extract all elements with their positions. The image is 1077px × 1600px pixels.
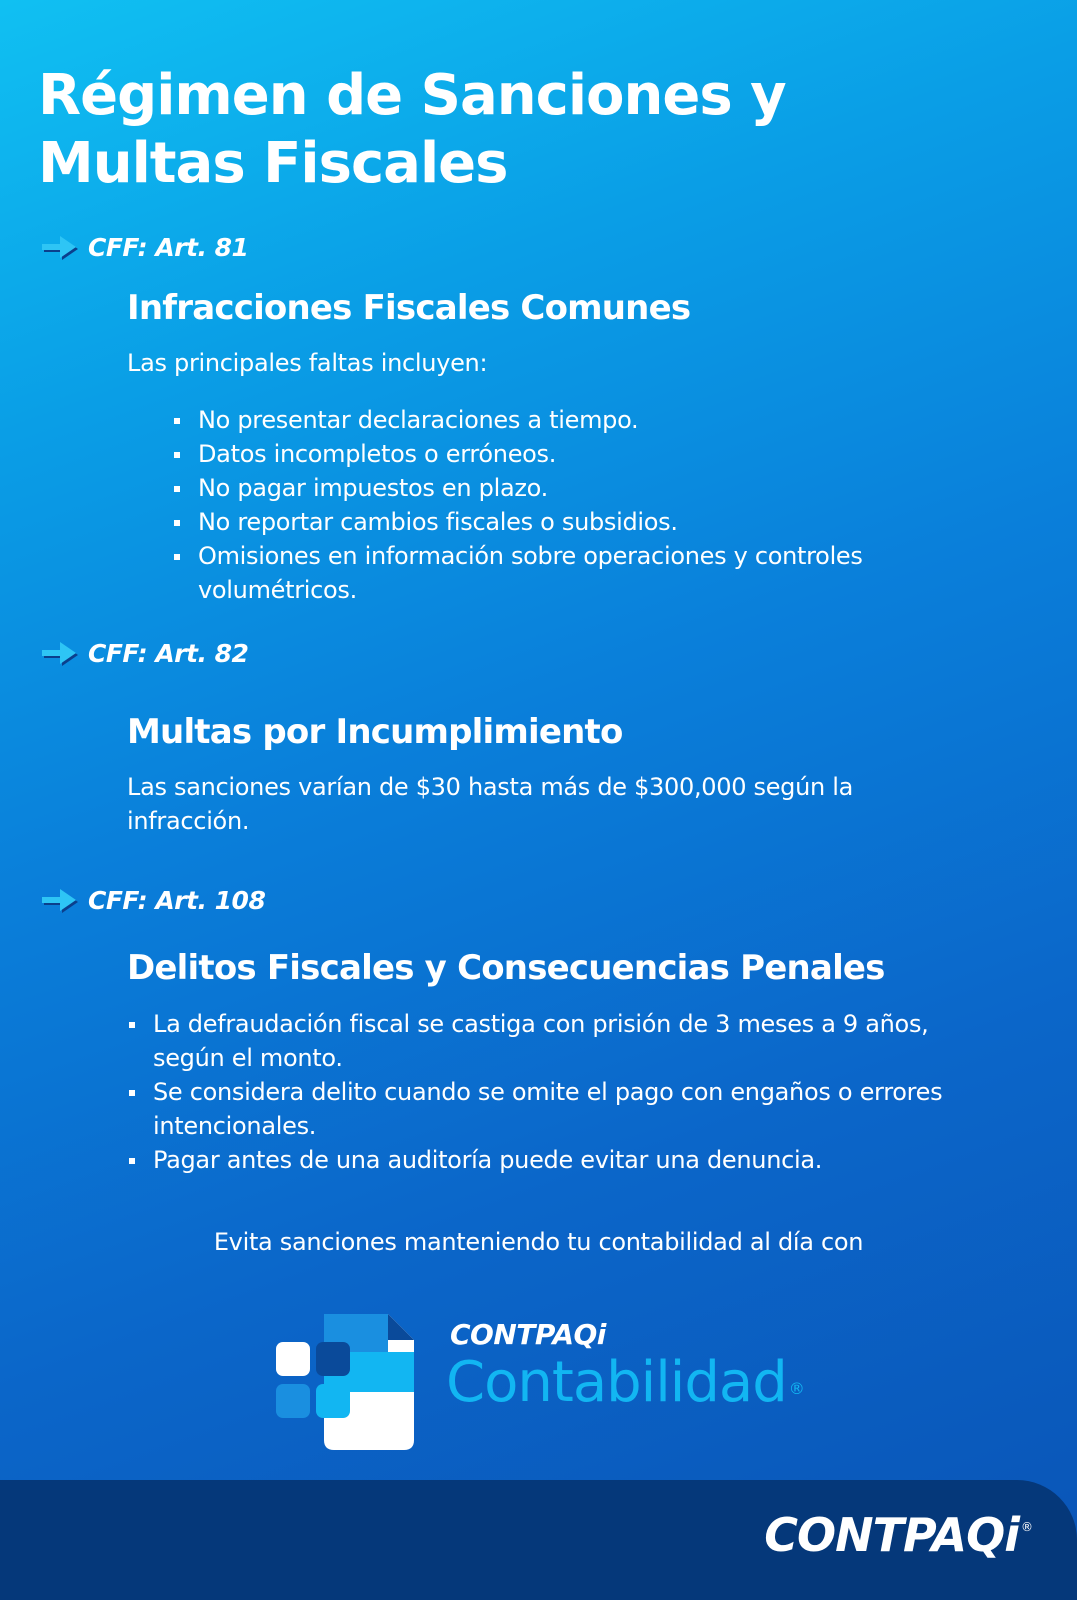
article-tag-108 bbox=[40, 883, 265, 917]
bullet-icon bbox=[174, 452, 180, 458]
list-item-text: No pagar impuestos en plazo. bbox=[198, 474, 548, 502]
footer-registered-mark: ® bbox=[1021, 1520, 1033, 1534]
list-item-text: No presentar declaraciones a tiempo. bbox=[198, 406, 639, 434]
list-item-text: La defraudación fiscal se castiga con prisión de 3 meses a 9 años, según el monto. bbox=[153, 1010, 929, 1072]
list-item bbox=[172, 505, 952, 539]
section-intro: Las principales faltas incluyen: bbox=[127, 349, 488, 377]
article-label: CFF: Art. 82 bbox=[88, 638, 249, 668]
list-item bbox=[172, 471, 952, 505]
call-to-action-text: Evita sanciones manteniendo tu contabilidad al día con bbox=[213, 1228, 864, 1256]
arrow-right-icon bbox=[40, 232, 78, 262]
article-label: CFF: Art. 81 bbox=[88, 232, 249, 262]
bullet-icon bbox=[174, 486, 180, 492]
article-label: CFF: Art. 108 bbox=[88, 885, 266, 915]
section-text-multas: Las sanciones varían de $30 hasta más de $300,000 según la infracción. bbox=[127, 773, 854, 835]
list-item bbox=[172, 437, 952, 471]
arrow-right-icon bbox=[40, 638, 78, 668]
list-item-text: Se considera delito cuando se omite el pago con engaños o errores intencionales. bbox=[153, 1078, 943, 1140]
page-title bbox=[38, 62, 838, 198]
list-item bbox=[172, 539, 952, 607]
list-item bbox=[127, 1075, 957, 1143]
bullet-icon bbox=[129, 1158, 135, 1164]
contabilidad-logo-icon bbox=[276, 1312, 416, 1452]
product-brand: CONTPAQi bbox=[450, 1318, 606, 1351]
bullet-icon bbox=[174, 418, 180, 424]
bullet-icon bbox=[129, 1022, 135, 1028]
registered-mark: ® bbox=[788, 1379, 804, 1398]
bullet-icon bbox=[129, 1090, 135, 1096]
delitos-list bbox=[127, 1007, 957, 1177]
list-item-text: Pagar antes de una auditoría puede evitar una denuncia. bbox=[153, 1146, 823, 1174]
article-tag-81 bbox=[40, 230, 248, 264]
footer-brand-logo: CONTPAQi bbox=[764, 1508, 1019, 1562]
list-item bbox=[127, 1007, 957, 1075]
section-heading-delitos: Delitos Fiscales y Consecuencias Penales bbox=[127, 948, 885, 988]
article-tag-82 bbox=[40, 636, 248, 670]
section-heading-infracciones: Infracciones Fiscales Comunes bbox=[127, 288, 691, 328]
page-title-line-1: Régimen de Sanciones y bbox=[38, 63, 786, 128]
section-heading-multas: Multas por Incumplimiento bbox=[127, 712, 623, 752]
bullet-icon bbox=[174, 520, 180, 526]
bullet-icon bbox=[174, 554, 180, 560]
list-item bbox=[172, 403, 952, 437]
arrow-right-icon bbox=[40, 885, 78, 915]
infracciones-list bbox=[172, 403, 952, 607]
list-item-text: Datos incompletos o erróneos. bbox=[198, 440, 557, 468]
list-item bbox=[127, 1143, 957, 1177]
list-item-text: Omisiones en información sobre operaciones y controles volumétricos. bbox=[198, 542, 863, 604]
footer bbox=[0, 1480, 1077, 1600]
product-name bbox=[446, 1350, 804, 1416]
page-title-line-2: Multas Fiscales bbox=[38, 131, 508, 196]
product-name-text: Contabilidad bbox=[446, 1350, 787, 1415]
list-item-text: No reportar cambios fiscales o subsidios. bbox=[198, 508, 678, 536]
